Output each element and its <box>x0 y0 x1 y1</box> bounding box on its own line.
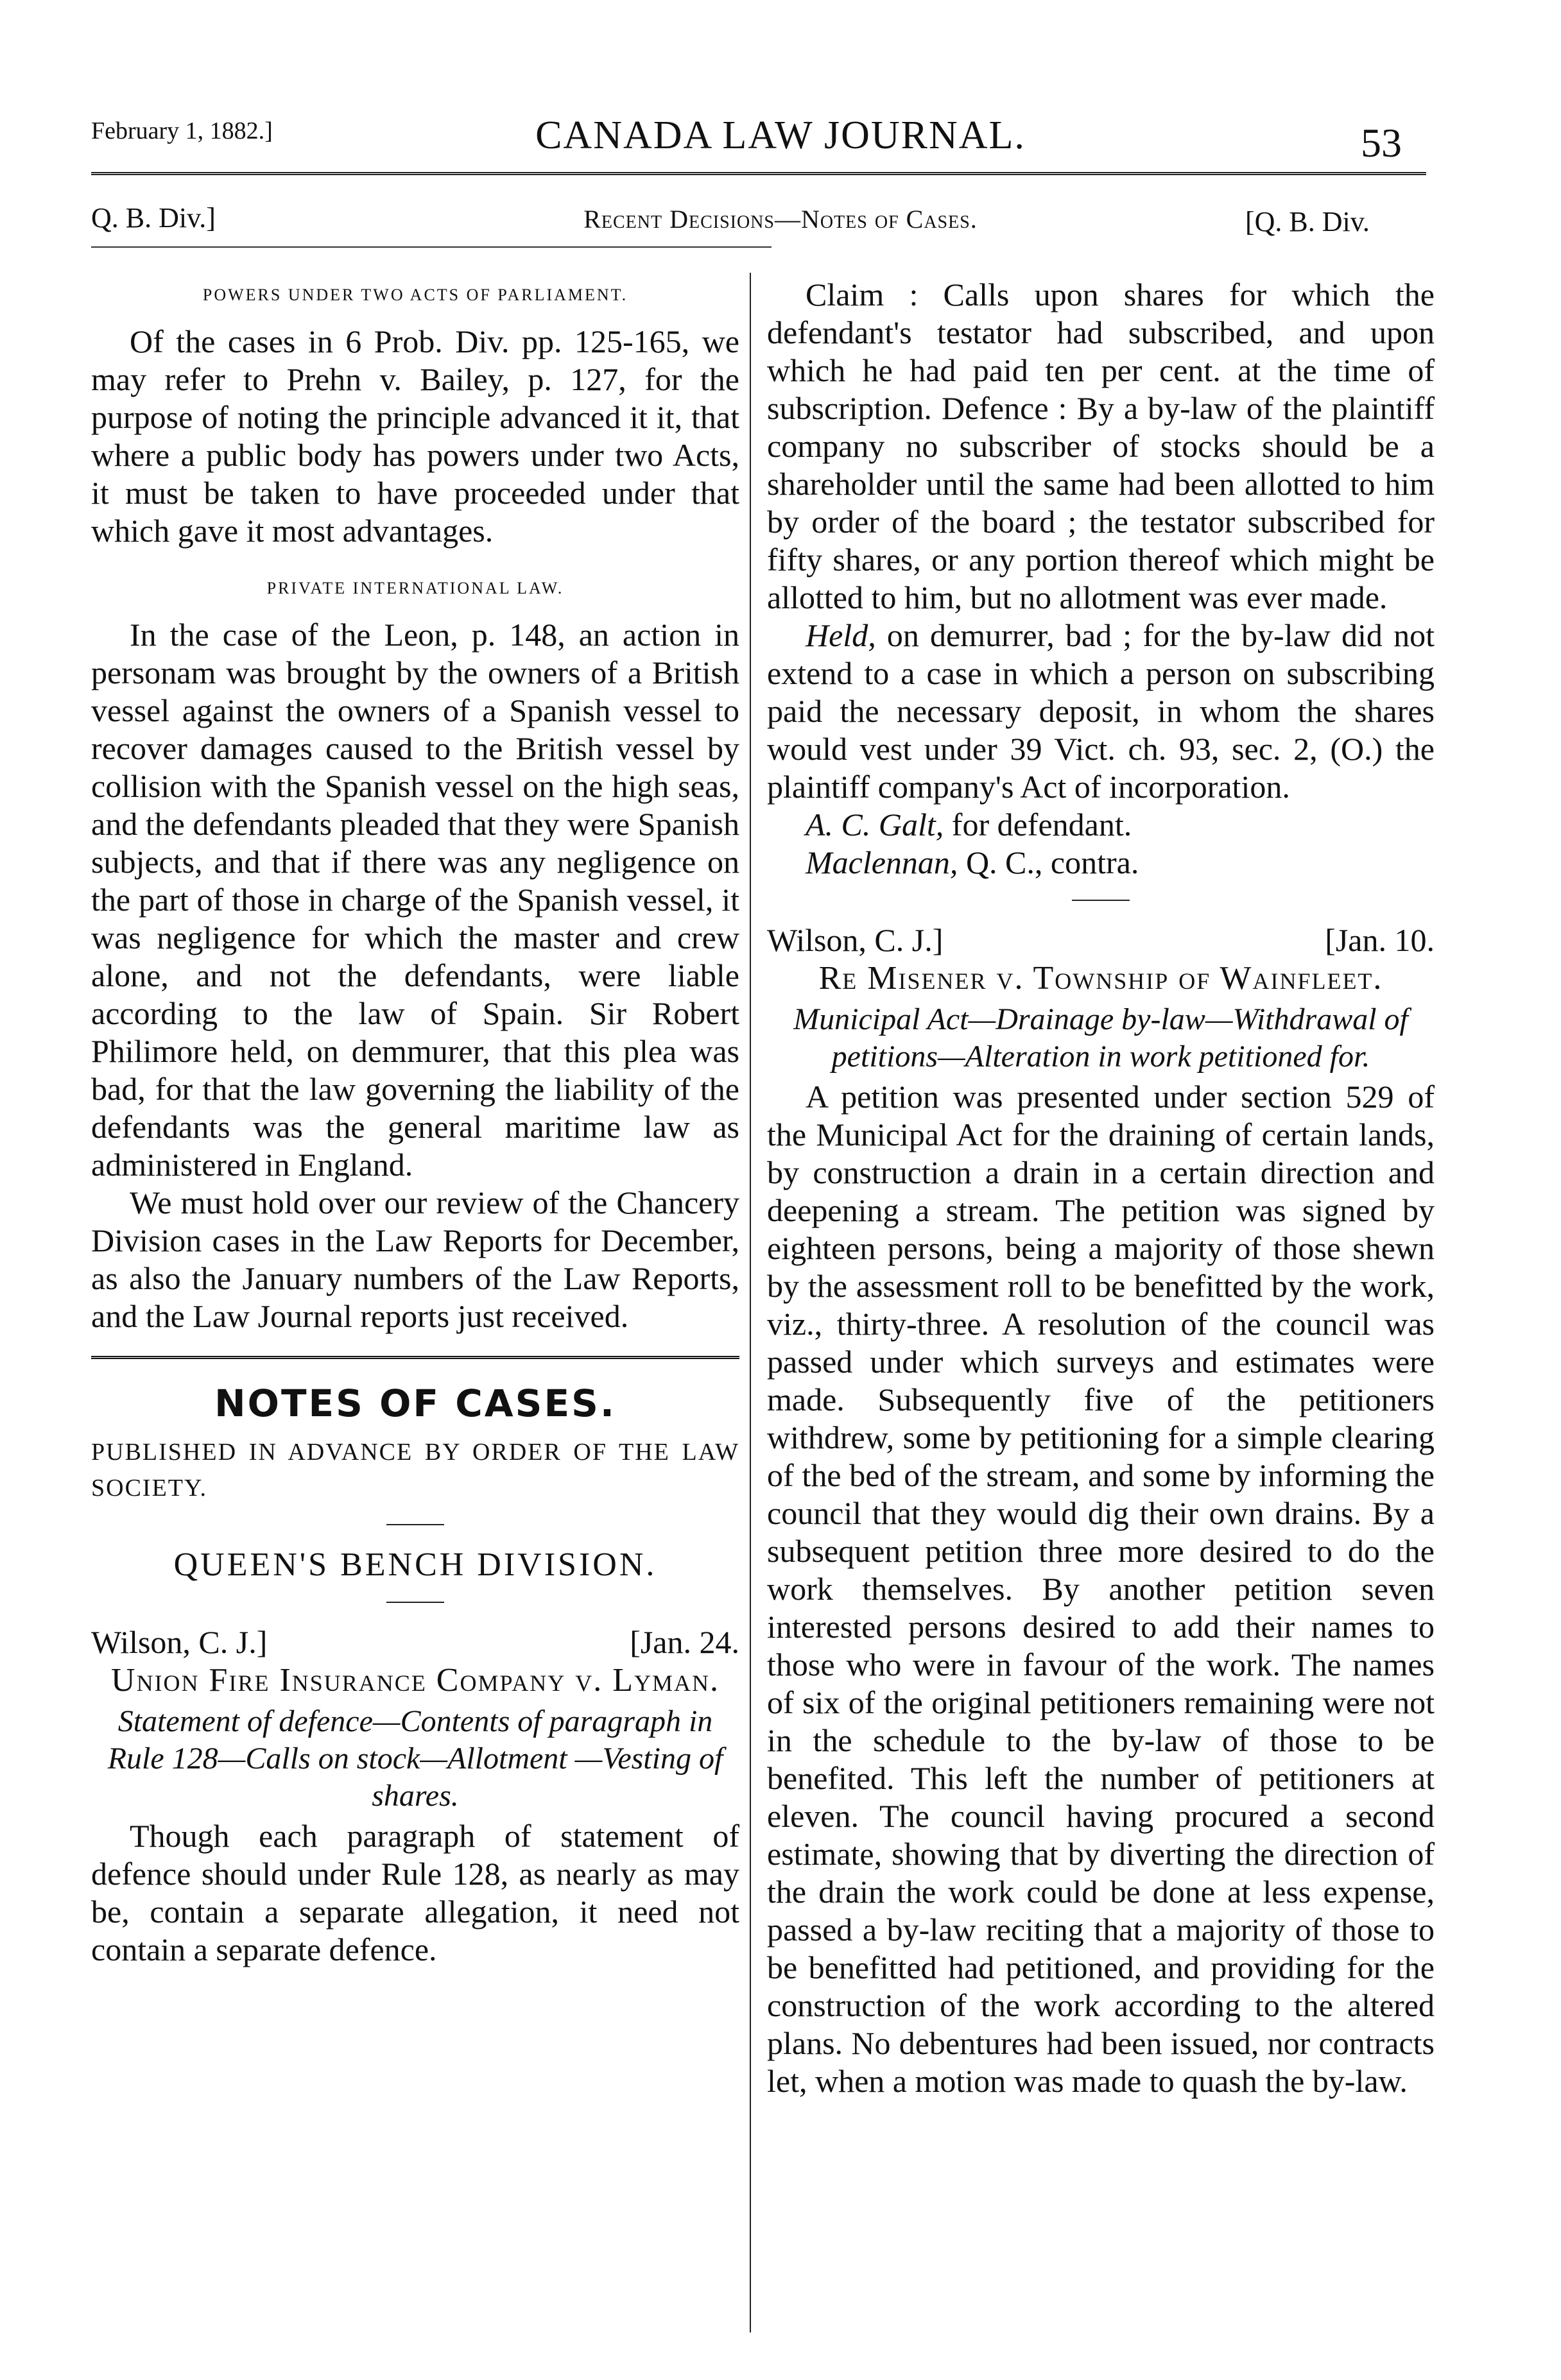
counsel-line <box>767 844 1435 882</box>
review-paragraph: We must hold over our review of the Chancery Division cases in the Law Reports for December, as also the January numbers of the Law Reports, and the Law Journal reports just received. <box>91 1185 739 1334</box>
counsel-role: for defendant. <box>944 807 1132 843</box>
case-headnote: Statement of defence—Contents of paragraph in Rule 128—Calls on stock—Allotment —Vesting of shares. <box>107 1704 723 1813</box>
counsel-name: Maclennan, <box>806 844 958 880</box>
counsel-name: A. C. Galt, <box>806 807 944 843</box>
private-law-heading: PRIVATE INTERNATIONAL LAW. <box>266 579 564 597</box>
held-label: Held, <box>806 617 876 653</box>
case-date: [Jan. 24. <box>630 1624 739 1660</box>
private-law-paragraph: In the case of the Leon, p. 148, an action in personam was brought by the owners of a British vessel against the owners of a Spanish vessel to recover damages caused to the British vessel by collision with the Spanish vessel on the high seas, and the defendants pleaded that they were Spanish subjects, and that if there was any negligence on the part of those in charge of the Spanish vessel, it was negligence for which the master and crew alone, and not the defendants, were liable according to the law of Spain. Sir Robert Philimore held, on demmurer, that this plea was bad, for that the law governing the liability of the defendants was the general maritime law as administered in England. <box>91 617 739 1183</box>
case-header <box>91 1623 739 1661</box>
powers-paragraph: Of the cases in 6 Prob. Div. pp. 125-165, we may refer to Prehn v. Bailey, p. 127, for the purpose of noting the principle advanced it it, that where a public body has powers under two Acts, it must be taken to have proceeded under that which gave it most advantages. <box>91 323 739 549</box>
division-heading: QUEEN'S BENCH DIVISION. <box>173 1546 657 1583</box>
held-paragraph <box>767 617 1435 806</box>
case-title: Re Misener v. Township of Wainfleet. <box>818 960 1383 997</box>
case-header <box>767 921 1435 959</box>
column-divider <box>750 273 751 2333</box>
journal-title: CANADA LAW JOURNAL. <box>535 114 1026 157</box>
held-text: on demurrer, bad ; for the by-law did not extend to a case in which a person on subscribing paid the necessary deposit, in whom the shares would vest under 39 Vict. ch. 93, sec. 2, (O.) the plaintiff company's Act of incorporation. <box>767 617 1435 805</box>
case-paragraph: A petition was presented under section 529 of the Municipal Act for the draining of certain lands, by construction a drain in a certain direction and deepening a stream. The petition was signed by eighteen persons, being a majority of those shewn by the assessment roll to be benefitted by the work, viz., thirty-three. A resolution of the council was passed under which surveys and estimates were made. Subsequently five of the petitioners withdrew, some by petitioning for a simple clearing of the bed of the stream, and some by informing the council that they would dig their own drains. By a subsequent petition three more desired to do the work themselves. By another petition seven interested persons desired to add their names to those who were in favour of the work. The names of six of the original petitioners remaining were not in the schedule to the by-law of those to be benefited. This left the number of petitioners at eleven. The council having procured a second estimate, showing that by diverting the direction of the drain the work could be done at less expense, passed a by-law reciting that a majority of those to be benefitted had petitioned, and providing for the construction of the work according to the altered plans. No debentures had been issued, nor contracts let, when a motion was made to quash the by-law. <box>767 1079 1435 2099</box>
header-double-rule <box>91 172 1426 178</box>
page-number: 53 <box>1361 120 1402 166</box>
right-column <box>767 276 1435 2100</box>
notes-rule <box>91 1356 739 1359</box>
counsel-role: Q. C., contra. <box>958 844 1139 880</box>
notes-subtitle: PUBLISHED IN ADVANCE BY ORDER OF THE LAW SOCIETY. <box>91 1439 739 1502</box>
case-paragraph: Though each paragraph of statement of defence should under Rule 128, as nearly as may be, contain a separate allegation, it need not contain a separate defence. <box>91 1818 739 1967</box>
section-right: [Q. B. Div. <box>1245 206 1370 237</box>
issue-date: February 1, 1882.] <box>91 117 273 144</box>
divider-rule <box>386 1524 444 1525</box>
case-headnote: Municipal Act—Drainage by-law—Withdrawal of petitions—Alteration in work petitioned for. <box>793 1002 1408 1074</box>
section-title: Recent Decisions—Notes of Cases. <box>583 205 978 234</box>
section-left: Q. B. Div.] <box>91 202 216 234</box>
divider-rule <box>1072 900 1130 901</box>
header-rule <box>91 246 772 248</box>
case-title: Union Fire Insurance Company v. Lyman. <box>111 1662 720 1699</box>
left-column <box>91 276 739 1969</box>
case-date: [Jan. 10. <box>1325 922 1435 958</box>
notes-of-cases-title: NOTES OF CASES. <box>214 1382 616 1425</box>
counsel-line <box>767 806 1435 844</box>
case-judge: Wilson, C. J.] <box>91 1624 268 1660</box>
powers-heading: POWERS UNDER TWO ACTS OF PARLIAMENT. <box>202 286 628 304</box>
claim-paragraph: Claim : Calls upon shares for which the defendant's testator had subscribed, and upon which he had paid ten per cent. at the time of subscription. Defence : By a by-law of the plaintiff company no subscriber of stocks should be a shareholder until the same had been allotted to him by order of the board ; the testator subscribed for fifty shares, or any portion thereof which might be allotted to him, but no allotment was ever made. <box>767 277 1435 615</box>
divider-rule <box>386 1602 444 1603</box>
case-judge: Wilson, C. J.] <box>767 922 944 958</box>
